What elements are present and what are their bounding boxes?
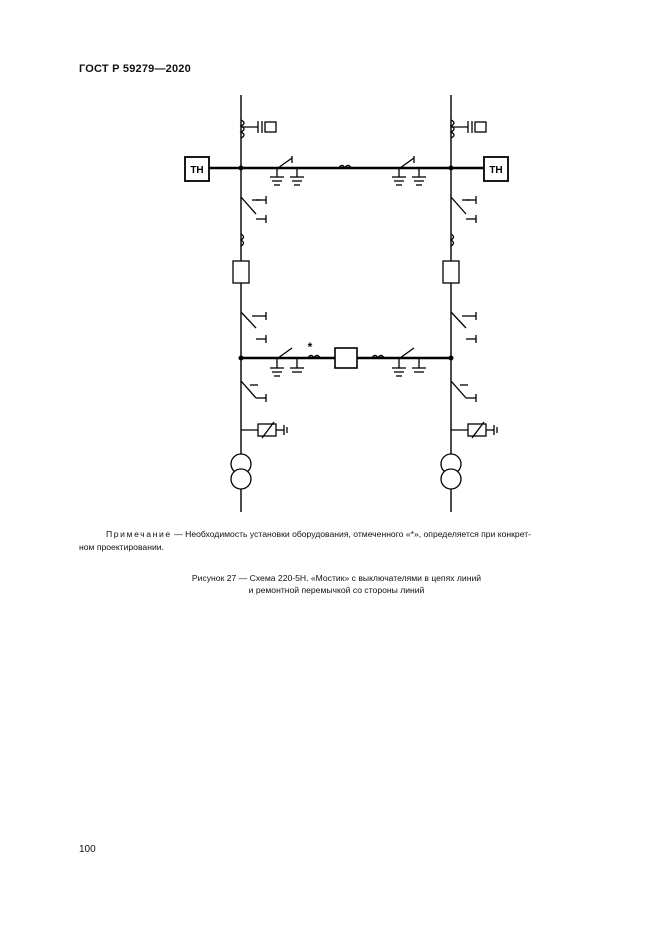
jumper-disconnector-left xyxy=(270,156,304,185)
note-text-continuation: ном проектировании. xyxy=(79,542,164,552)
left-column-equipment xyxy=(231,196,287,489)
figure-caption xyxy=(79,572,594,596)
optional-equipment-marker: * xyxy=(307,340,313,354)
line-trap-left xyxy=(241,120,276,138)
footnote xyxy=(79,528,594,554)
jumper-disconnector-right xyxy=(392,156,426,185)
line-trap-right xyxy=(451,120,486,138)
caption-line-1: Рисунок 27 — Схема 220-5Н. «Мостик» с выключателями в цепях линий xyxy=(191,573,482,583)
caption-line-2: и ремонтной перемычкой со стороны линий xyxy=(248,585,425,595)
vt-label-left: ТН xyxy=(190,165,204,176)
bridge-equipment xyxy=(270,348,426,376)
note-label: Примечание xyxy=(106,529,172,539)
page-number: 100 xyxy=(79,844,96,855)
right-column-equipment xyxy=(441,196,497,489)
document-code: ГОСТ Р 59279—2020 xyxy=(79,63,191,75)
note-text: — Необходимость установки оборудования, отмеченного «*», определяется при конкрет- xyxy=(171,529,531,539)
vt-label-right: ТН xyxy=(489,165,503,176)
